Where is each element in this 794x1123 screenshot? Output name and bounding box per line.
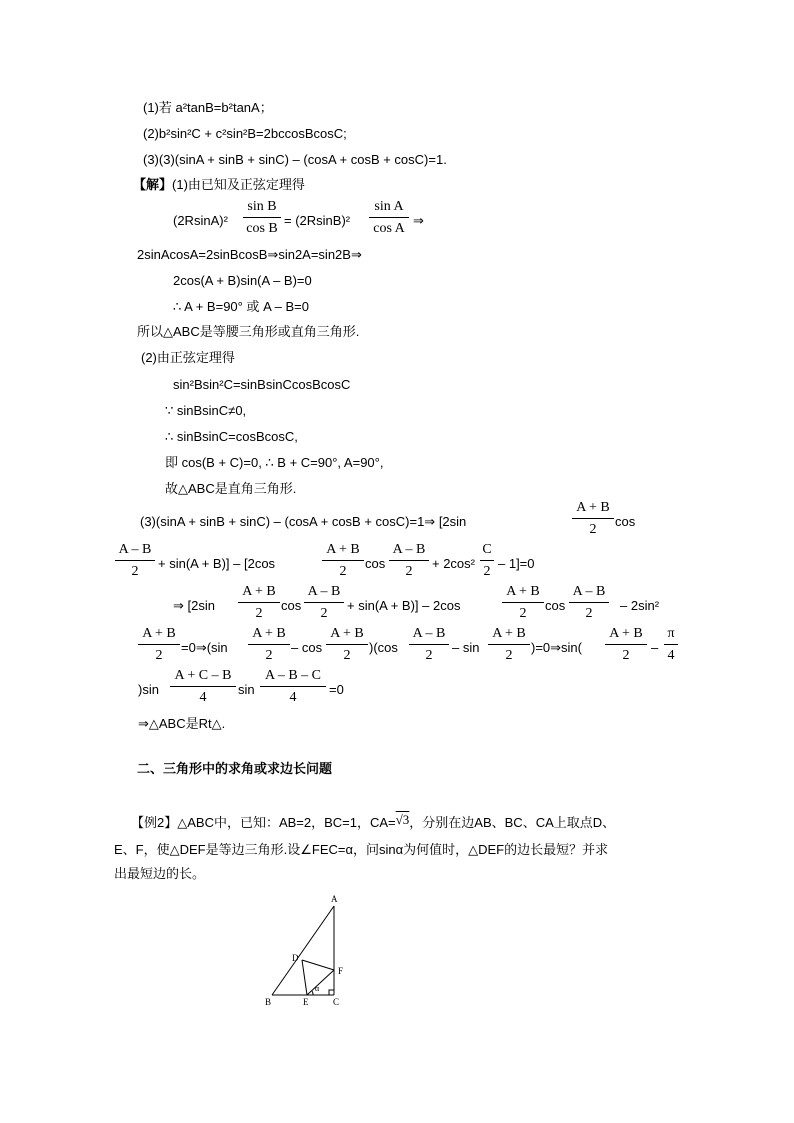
frac-denominator: 4	[667, 648, 675, 663]
frac-denominator: 2	[622, 648, 630, 663]
solution-label: 解	[146, 177, 160, 192]
frac-numerator: A + B	[506, 584, 540, 599]
part3-row4-c: )(cos	[369, 640, 398, 655]
frac-denominator: 2	[483, 564, 491, 579]
side-FD	[302, 960, 334, 970]
frac-bar	[569, 602, 609, 603]
part3-row2-b: + 2cos²	[432, 556, 475, 571]
frac-numerator: A – B	[307, 584, 341, 599]
frac-numerator: A + B	[142, 626, 176, 641]
part3-row4-a: =0⇒(sin	[181, 640, 228, 655]
frac-denominator: 2	[425, 648, 433, 663]
frac-bar	[389, 560, 429, 561]
part2-eq1: sin²Bsin²C=sinBsinCcosBcosC	[173, 377, 351, 392]
part3-row4-f: –	[651, 640, 659, 655]
frac-denominator: cos B	[246, 221, 278, 236]
frac-bar	[572, 518, 614, 519]
problem-3: (3)(3)(sinA + sinB + sinC) – (cosA + cosB + cosC)=1.	[143, 152, 447, 167]
solution-bracket-close: 】	[159, 177, 173, 192]
frac-bar	[304, 602, 344, 603]
solution-bracket-open: 【	[133, 177, 147, 192]
frac-A-plus-B-over-2	[326, 626, 368, 664]
example2-line1-a: 【例2】△ABC中，已知：AB=2，BC=1，CA=	[131, 815, 396, 830]
part3-row3-c: – 2sin²	[620, 598, 660, 613]
label-A: A	[331, 894, 338, 904]
frac-denominator: 2	[585, 606, 593, 621]
frac-bar	[170, 686, 236, 687]
part3-row1-cos: cos	[615, 514, 636, 529]
frac-denominator: 2	[255, 606, 263, 621]
frac-numerator: A + B	[252, 626, 286, 641]
frac-bar	[260, 686, 326, 687]
eq1-implies: ⇒	[413, 213, 424, 228]
frac-A-plus-B-over-2	[138, 626, 180, 664]
label-E: E	[303, 997, 309, 1007]
frac-A-minus-B-over-2	[409, 626, 449, 664]
frac-A-plus-B-over-2	[248, 626, 290, 664]
example2-line1	[131, 814, 615, 832]
side-AB	[272, 906, 334, 995]
frac-A-plus-B-over-2	[605, 626, 647, 664]
frac-numerator: A – B – C	[264, 668, 321, 683]
frac-A-plus-B-over-2	[502, 584, 544, 622]
eq1-left: (2RsinA)²	[173, 213, 228, 228]
frac-numerator: A – B	[572, 584, 606, 599]
part3-row2-c: – 1]=0	[498, 556, 535, 571]
label-F: F	[338, 966, 344, 976]
conclusion-1: 所以△ABC是等腰三角形或直角三角形.	[137, 324, 360, 339]
right-angle-marker	[329, 990, 334, 995]
part3-row5-sin: sin	[238, 682, 255, 697]
part3-row1-text: (3)(sinA + sinB + sinC) – (cosA + cosB + cosC)=1⇒ [2sin	[140, 514, 467, 529]
part3-row4-b: – cos	[291, 640, 323, 655]
frac-numerator: A – B	[412, 626, 446, 641]
label-D: D	[292, 953, 299, 963]
frac-bar	[502, 602, 544, 603]
frac-numerator: A + B	[242, 584, 276, 599]
frac-bar	[248, 644, 290, 645]
part3-row4-e: )=0⇒sin(	[531, 640, 582, 655]
sqrt3: √3	[395, 812, 410, 827]
eq2-line: 2sinAcosA=2sinBcosB⇒sin2A=sin2B⇒	[137, 247, 362, 262]
frac-pi-over-4	[664, 626, 678, 664]
frac-bar	[605, 644, 647, 645]
frac-denominator: 2	[343, 648, 351, 663]
frac-denominator: 4	[199, 690, 207, 705]
frac-bar	[480, 560, 494, 561]
eq1-frac-sinB-cosB	[243, 199, 281, 237]
part3-row5-a: )sin	[138, 682, 159, 697]
frac-A-minus-B-over-2	[389, 542, 429, 580]
part3-row3-cos: cos	[281, 598, 302, 613]
frac-bar	[322, 560, 364, 561]
solution-part1-intro: (1)由已知及正弦定理得	[172, 177, 305, 192]
label-C: C	[333, 997, 340, 1007]
frac-numerator: A + B	[576, 500, 610, 515]
frac-numerator: A + C – B	[174, 668, 232, 683]
solution-heading	[133, 176, 305, 194]
frac-A-plus-B-over-2	[572, 500, 614, 538]
frac-numerator: A – B	[118, 542, 152, 557]
example2-line3: 出最短边的长。	[114, 866, 206, 881]
frac-denominator: 2	[131, 564, 139, 579]
frac-bar	[238, 602, 280, 603]
frac-denominator: 2	[519, 606, 527, 621]
section-title: 二、三角形中的求角或求边长问题	[137, 761, 333, 776]
example2-line2: E、F，使△DEF是等边三角形.设∠FEC=α，问sinα为何值时，△DEF的边长最短？并求	[114, 842, 609, 857]
part2-eq4: 即 cos(B + C)=0, ∴ B + C=90°, A=90°,	[165, 455, 384, 470]
eq1-frac-sinA-cosA	[369, 199, 409, 237]
frac-A-minus-B-over-2	[115, 542, 155, 580]
side-EF	[307, 970, 334, 995]
eq1-middle: = (2RsinB)²	[284, 213, 351, 228]
part3-row3-b: + sin(A + B)] – 2cos	[347, 598, 461, 613]
part3-row5-end: =0	[329, 682, 344, 697]
frac-bar	[664, 644, 678, 645]
frac-numerator: C	[482, 542, 492, 557]
frac-C-over-2	[480, 542, 494, 580]
frac-A-plus-C-minus-B-over-4	[170, 668, 236, 706]
conclusion-2: 故△ABC是直角三角形.	[165, 481, 297, 496]
frac-bar	[138, 644, 180, 645]
part2-eq2: ∵ sinBsinC≠0,	[165, 403, 247, 418]
frac-numerator: A + B	[330, 626, 364, 641]
part2-intro: (2)由正弦定理得	[141, 350, 235, 365]
frac-A-plus-B-over-2	[488, 626, 530, 664]
frac-bar	[409, 644, 449, 645]
frac-numerator: sin A	[374, 199, 404, 214]
part3-row3-cos2: cos	[545, 598, 566, 613]
eq3-line: 2cos(A + B)sin(A – B)=0	[173, 273, 312, 288]
conclusion-3: ⇒△ABC是Rt△.	[138, 716, 226, 731]
frac-numerator: A + B	[609, 626, 643, 641]
frac-denominator: 4	[289, 690, 297, 705]
part3-row2-a: + sin(A + B)] – [2cos	[158, 556, 276, 571]
part3-row3-a: ⇒ [2sin	[173, 598, 215, 613]
frac-A-minus-B-over-2	[304, 584, 344, 622]
frac-denominator: 2	[505, 648, 513, 663]
frac-bar	[326, 644, 368, 645]
frac-bar	[369, 217, 409, 218]
frac-numerator: sin B	[247, 199, 277, 214]
label-alpha: α	[315, 984, 320, 993]
frac-denominator: 2	[155, 648, 163, 663]
frac-denominator: 2	[589, 522, 597, 537]
frac-bar	[115, 560, 155, 561]
frac-A-plus-B-over-2	[322, 542, 364, 580]
angle-alpha-arc	[312, 991, 313, 995]
frac-denominator: 2	[405, 564, 413, 579]
problem-2: (2)b²sin²C + c²sin²B=2bccosBcosC;	[143, 126, 347, 141]
frac-numerator: A – B	[392, 542, 426, 557]
frac-numerator: A + B	[492, 626, 526, 641]
frac-A-plus-B-over-2	[238, 584, 280, 622]
eq4-line: ∴ A + B=90° 或 A – B=0	[173, 299, 309, 314]
example2-line1-b: ，分别在边AB、BC、CA上取点D、	[409, 815, 616, 830]
part3-row2-cos: cos	[365, 556, 386, 571]
frac-bar	[243, 217, 281, 218]
part3-row4-d: – sin	[452, 640, 480, 655]
triangle-figure	[255, 890, 365, 1015]
frac-denominator: 2	[320, 606, 328, 621]
frac-denominator: 2	[339, 564, 347, 579]
frac-A-minus-B-over-2	[569, 584, 609, 622]
frac-A-minus-B-minus-C-over-4	[260, 668, 326, 706]
frac-numerator: π	[667, 626, 675, 641]
frac-bar	[488, 644, 530, 645]
problem-1: (1)若 a²tanB=b²tanA；	[143, 100, 273, 115]
frac-numerator: A + B	[326, 542, 360, 557]
label-B: B	[265, 997, 272, 1007]
frac-denominator: cos A	[373, 221, 405, 236]
part2-eq3: ∴ sinBsinC=cosBcosC,	[165, 429, 298, 444]
side-DE	[302, 960, 307, 995]
frac-denominator: 2	[265, 648, 273, 663]
